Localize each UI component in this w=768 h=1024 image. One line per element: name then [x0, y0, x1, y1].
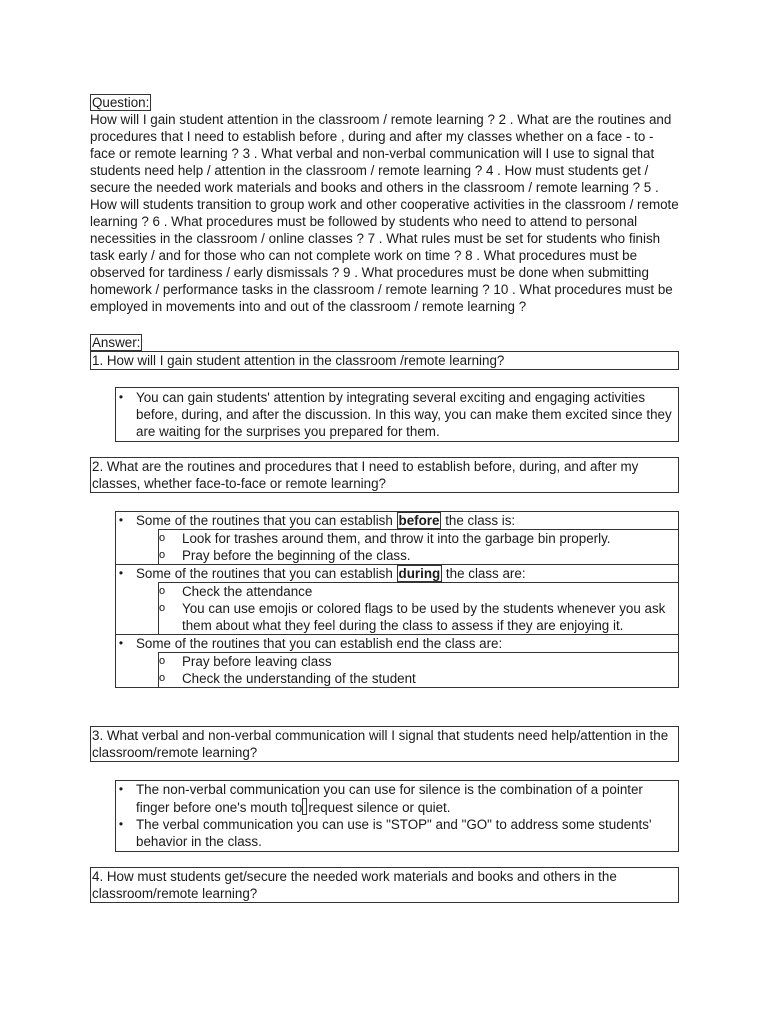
list-item: o Check the attendance — [159, 584, 313, 599]
bullet-icon: • — [118, 566, 124, 580]
q1-answer-box — [115, 387, 679, 442]
q2-answer-box — [115, 511, 679, 688]
bullet-icon: • — [118, 782, 124, 796]
list-item: • The non-verbal communication you can use for silence is the combination of a pointer finger before one's mouth to request silence or quiet. — [116, 781, 674, 816]
circle-bullet-icon: o — [159, 672, 166, 684]
bullet-icon: • — [118, 817, 124, 831]
list-item: • Some of the routines that you can establish before the class is: — [116, 512, 678, 529]
bullet-icon: • — [118, 513, 124, 527]
list-item: • Some of the routines that you can establish end the class are: — [116, 634, 678, 652]
q1-heading: 1. How will I gain student attention in the classroom /remote learning? — [90, 351, 679, 370]
highlight-word: during — [398, 566, 441, 581]
list-item: o Look for trashes around them, and throw it into the garbage bin properly. — [159, 531, 611, 546]
list-item: o Pray before leaving class — [159, 654, 332, 669]
circle-bullet-icon: o — [159, 602, 166, 614]
q4-heading: 4. How must students get/secure the needed work materials and books and others in the classroom/remote learning? — [90, 867, 679, 903]
circle-bullet-icon: o — [159, 532, 166, 544]
list-item: o Pray before the beginning of the class. — [159, 548, 411, 563]
question-text: How will I gain student attention in the classroom / remote learning ? 2 . What are the routines and procedures that I need to establish before , during and after my classes whether on a face - to - face or remote learning ? 3 . What verbal and non-verbal communication will I use to signal that students need help / attention in the classroom / remote learning ? 4 . How must students get / secure the needed work materials and books and others in the classroom / remote learning ? 5 . How will students transition to group work and other cooperative activities in the classroom / remote learning ? 6 . What procedures must be followed by students who need to attend to personal necessities in the classroom / online classes ? 7 . What rules must be set for students who finish task early / and for those who can not complete work on time ? 8 . What procedures must be observed for tardiness / early dismissals ? 9 . What procedures must be done when submitting homework / performance tasks in the classroom / remote learning ? 10 . What procedures must be employed in movements into and out of the classroom / remote learning ? — [90, 112, 679, 314]
sub-list — [158, 652, 678, 687]
q2-heading: 2. What are the routines and procedures that I need to establish before, during, and after my classes, whether face-to-face or remote learning? — [90, 457, 679, 493]
answer-label: Answer: — [92, 335, 141, 350]
list-item: • You can gain students' attention by integrating several exciting and engaging activities before, during, and after the discussion. In this way, you can make them excited since they are waiting for the surprises you prepared for them. — [116, 389, 674, 440]
cursor-marker — [302, 798, 307, 815]
bullet-icon: • — [118, 390, 124, 404]
list-item: • The verbal communication you can use is "STOP" and "GO" to address some students' behavior in the class. — [116, 816, 674, 850]
q3-heading: 3. What verbal and non-verbal communication will I signal that students need help/attention in the classroom/remote learning? — [90, 726, 679, 762]
list-item: • Some of the routines that you can establish during the class are: — [116, 564, 678, 582]
circle-bullet-icon: o — [159, 655, 166, 667]
list-item: o You can use emojis or colored flags to be used by the students whenever you ask them about what they feel during the class to assess if they are enjoying it. — [159, 601, 666, 633]
circle-bullet-icon: o — [159, 549, 166, 561]
question-label: Question: — [92, 95, 150, 110]
q3-answer-box — [115, 780, 679, 852]
sub-list — [158, 582, 678, 634]
sub-list — [158, 529, 678, 564]
bullet-icon: • — [118, 636, 124, 650]
circle-bullet-icon: o — [159, 585, 166, 597]
list-item: o Check the understanding of the student — [159, 671, 416, 686]
highlight-word: before — [398, 513, 440, 528]
